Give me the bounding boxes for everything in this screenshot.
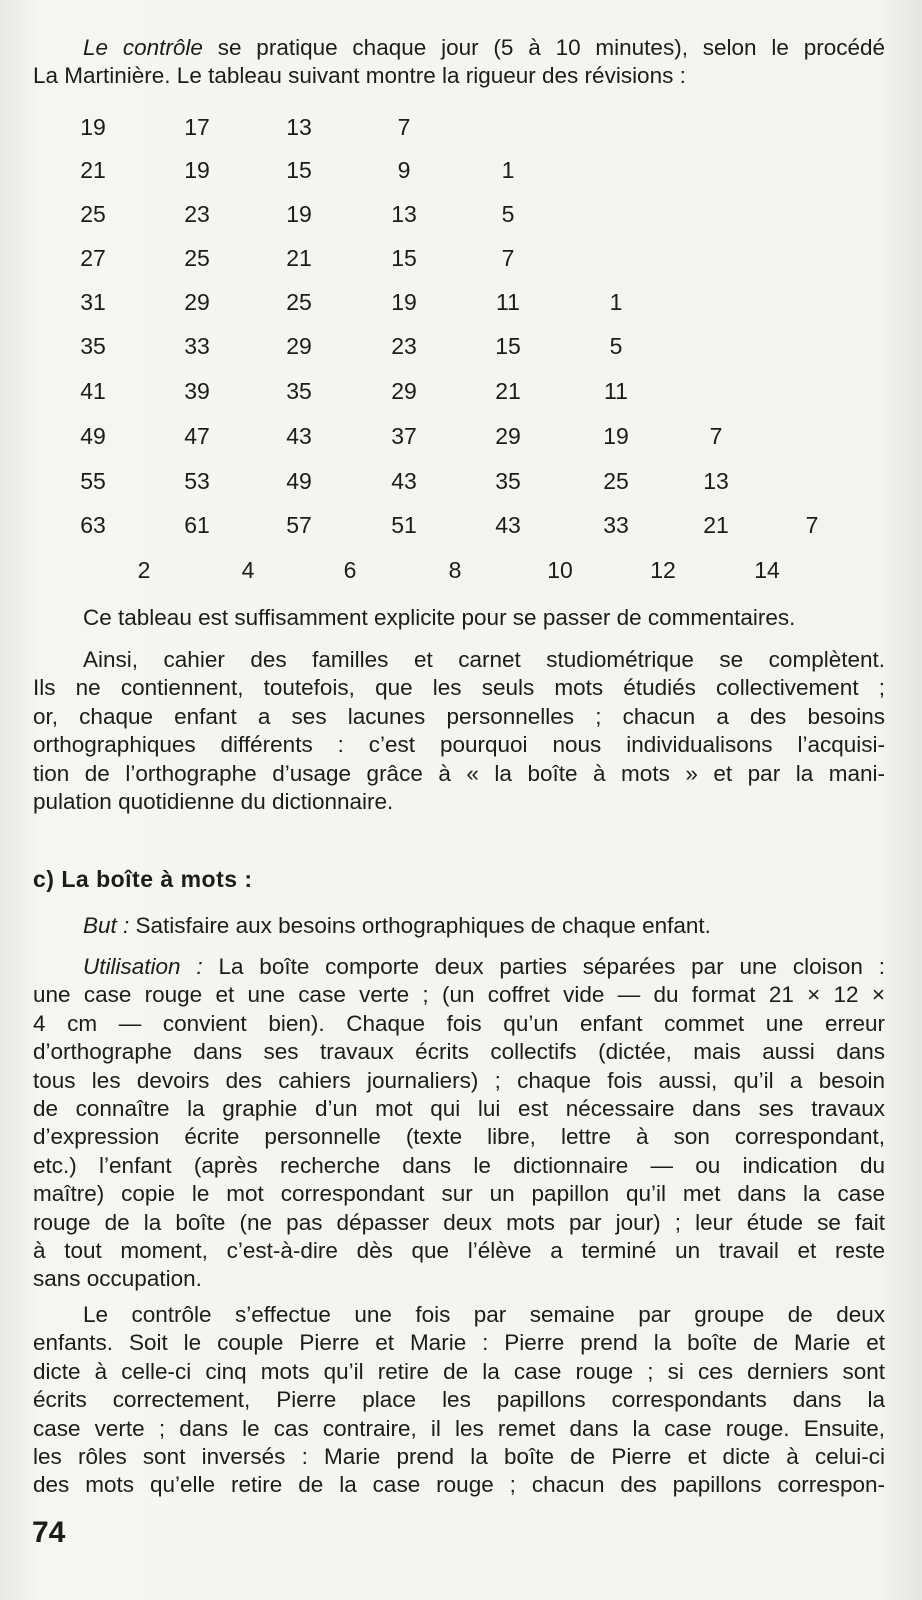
but-line (33, 912, 885, 940)
table-cell: 37 (391, 423, 417, 449)
table-cell: 7 (501, 245, 515, 271)
intro-lead: Le contrôle (83, 35, 203, 60)
utilisation-line: etc.) l’enfant (après recherche dans le dictionnaire — ou indication du (33, 1152, 885, 1178)
table-cell: 35 (286, 378, 312, 404)
table-cell: 21 (495, 378, 521, 404)
but-text: Satisfaire aux besoins orthographiques de chaque enfant. (129, 913, 711, 938)
table-cell: 41 (80, 378, 106, 404)
ainsi-line: Ainsi, cahier des familles et carnet studiométrique se complètent. (83, 647, 885, 672)
table-cell: 21 (286, 245, 312, 271)
section-heading: c) La boîte à mots : (33, 866, 253, 892)
ainsi-line: pulation quotidienne du dictionnaire. (33, 789, 394, 815)
comment-line: Ce tableau est suffisamment explicite pour se passer de commentaires. (83, 605, 796, 630)
table-cell: 25 (603, 468, 629, 494)
utilisation-line: tous les devoirs des cahiers journaliers) ; chaque fois aussi, qu’il a besoin (33, 1067, 885, 1093)
table-cell: 43 (286, 423, 312, 449)
table-cell: 25 (286, 289, 312, 315)
table-cell: 19 (391, 289, 417, 315)
table-cell: 19 (603, 423, 629, 449)
ainsi-line: orthographiques différents : c’est pourquoi nous individualisons l’acquisi- (33, 732, 885, 758)
utilisation-line: sans occupation. (33, 1266, 202, 1292)
table-cell: 51 (391, 512, 417, 538)
table-footer-cell: 8 (448, 557, 462, 583)
table-cell: 21 (80, 157, 106, 183)
page-number: 74 (32, 1516, 66, 1549)
table-cell: 7 (709, 423, 723, 449)
table-cell: 29 (391, 378, 417, 404)
table-footer-cell: 12 (650, 557, 676, 583)
utilisation-paragraph (33, 953, 885, 1294)
ainsi-paragraph (33, 646, 885, 816)
ainsi-line: Ils ne contiennent, toutefois, que les seuls mots étudiés collectivement ; (33, 675, 885, 701)
ainsi-line: or, chaque enfant a ses lacunes personnelles ; chacun a des besoins (33, 703, 885, 729)
table-cell: 25 (80, 201, 106, 227)
table-cell: 33 (184, 333, 210, 359)
table-cell: 27 (80, 245, 106, 271)
table-cell: 63 (80, 512, 106, 538)
utilisation-lead: Utilisation : (83, 954, 203, 979)
table-cell: 47 (184, 423, 210, 449)
table-cell: 19 (286, 201, 312, 227)
table-cell: 49 (80, 423, 106, 449)
table-cell: 19 (80, 114, 106, 140)
utilisation-line: rouge de la boîte (ne pas dépasser deux mots par jour) ; leur étude se fait (33, 1209, 885, 1235)
controle-line: des mots qu’elle retire de la case rouge ; chacun des papillons correspon- (33, 1472, 885, 1498)
table-cell: 29 (495, 423, 521, 449)
table-cell: 19 (184, 157, 210, 183)
table-cell: 13 (286, 114, 312, 140)
table-footer-cell: 6 (343, 557, 357, 583)
table-cell: 5 (609, 333, 623, 359)
table-footer-cell: 10 (547, 557, 573, 583)
table-cell: 43 (391, 468, 417, 494)
table-cell: 39 (184, 378, 210, 404)
table-cell: 15 (286, 157, 312, 183)
but-paragraph (33, 912, 885, 940)
table-cell: 29 (184, 289, 210, 315)
table-cell: 35 (495, 468, 521, 494)
table-footer-cell: 14 (754, 557, 780, 583)
table-cell: 9 (397, 157, 411, 183)
table-cell: 33 (603, 512, 629, 538)
controle-line: enfants. Soit le couple Pierre et Marie : Pierre prend la boîte de Marie et (33, 1330, 885, 1356)
utilisation-text-1: La boîte comporte deux parties séparées par une cloison : (202, 954, 885, 979)
table-cell: 57 (286, 512, 312, 538)
utilisation-line: à tout moment, c’est-à-dire dès que l’élève a terminé un travail et reste (33, 1238, 885, 1264)
table-cell: 11 (604, 378, 628, 404)
table-cell: 11 (496, 289, 520, 315)
utilisation-line: d’orthographe dans ses travaux écrits collectifs (dictée, mais aussi dans (33, 1039, 885, 1065)
controle-line: écrits correctement, Pierre place les papillons correspondants dans la (33, 1387, 885, 1413)
table-footer-cell: 4 (241, 557, 255, 583)
table-cell: 43 (495, 512, 521, 538)
table-cell: 1 (609, 289, 623, 315)
table-cell: 31 (80, 289, 106, 315)
table-cell: 17 (184, 114, 210, 140)
intro-paragraph (33, 34, 885, 91)
but-lead: But : (83, 913, 130, 938)
table-footer-cell: 2 (137, 557, 151, 583)
table-cell: 23 (391, 333, 417, 359)
controle-paragraph (33, 1301, 885, 1500)
intro-line-2: La Martinière. Le tableau suivant montre la rigueur des révisions : (33, 63, 686, 89)
table-cell: 13 (391, 201, 417, 227)
controle-line: dicte à celle-ci cinq mots qu’il retire de la case rouge ; si ces derniers sont (33, 1358, 885, 1384)
table-cell: 55 (80, 468, 106, 494)
intro-text-1: se pratique chaque jour (5 à 10 minutes), selon le procédé (202, 35, 886, 60)
table-cell: 49 (286, 468, 312, 494)
utilisation-line: maître) copie le mot correspondant sur un papillon qu’il met dans la case (33, 1181, 885, 1207)
table-cell: 21 (703, 512, 729, 538)
intro-line-1 (33, 34, 885, 62)
utilisation-line (33, 953, 885, 981)
table-cell: 25 (184, 245, 210, 271)
utilisation-line: de connaître la graphie d’un mot qui lui est nécessaire dans ses travaux (33, 1096, 885, 1122)
table-cell: 7 (397, 114, 411, 140)
controle-line: case verte ; dans le cas contraire, il les remet dans la case rouge. Ensuite, (33, 1415, 885, 1441)
table-cell: 23 (184, 201, 210, 227)
table-cell: 29 (286, 333, 312, 359)
table-cell: 15 (495, 333, 521, 359)
table-cell: 5 (501, 201, 515, 227)
utilisation-line: 4 cm — convient bien). Chaque fois qu’un enfant commet une erreur (33, 1010, 885, 1036)
comment-paragraph (33, 604, 885, 632)
utilisation-line: d’expression écrite personnelle (texte libre, lettre à son correspondant, (33, 1124, 885, 1150)
table-cell: 7 (805, 512, 819, 538)
table-cell: 35 (80, 333, 106, 359)
table-cell: 1 (501, 157, 515, 183)
controle-line: Le contrôle s’effectue une fois par semaine par groupe de deux (83, 1302, 885, 1327)
table-cell: 13 (703, 468, 729, 494)
table-cell: 15 (391, 245, 417, 271)
ainsi-line: tion de l’orthographe d’usage grâce à « la boîte à mots » et par la mani- (33, 760, 885, 786)
utilisation-line: une case rouge et une case verte ; (un coffret vide — du format 21 × 12 × (33, 982, 885, 1008)
table-cell: 61 (184, 512, 210, 538)
controle-line: les rôles sont inversés : Marie prend la boîte de Pierre et dicte à celui-ci (33, 1444, 885, 1470)
table-cell: 53 (184, 468, 210, 494)
